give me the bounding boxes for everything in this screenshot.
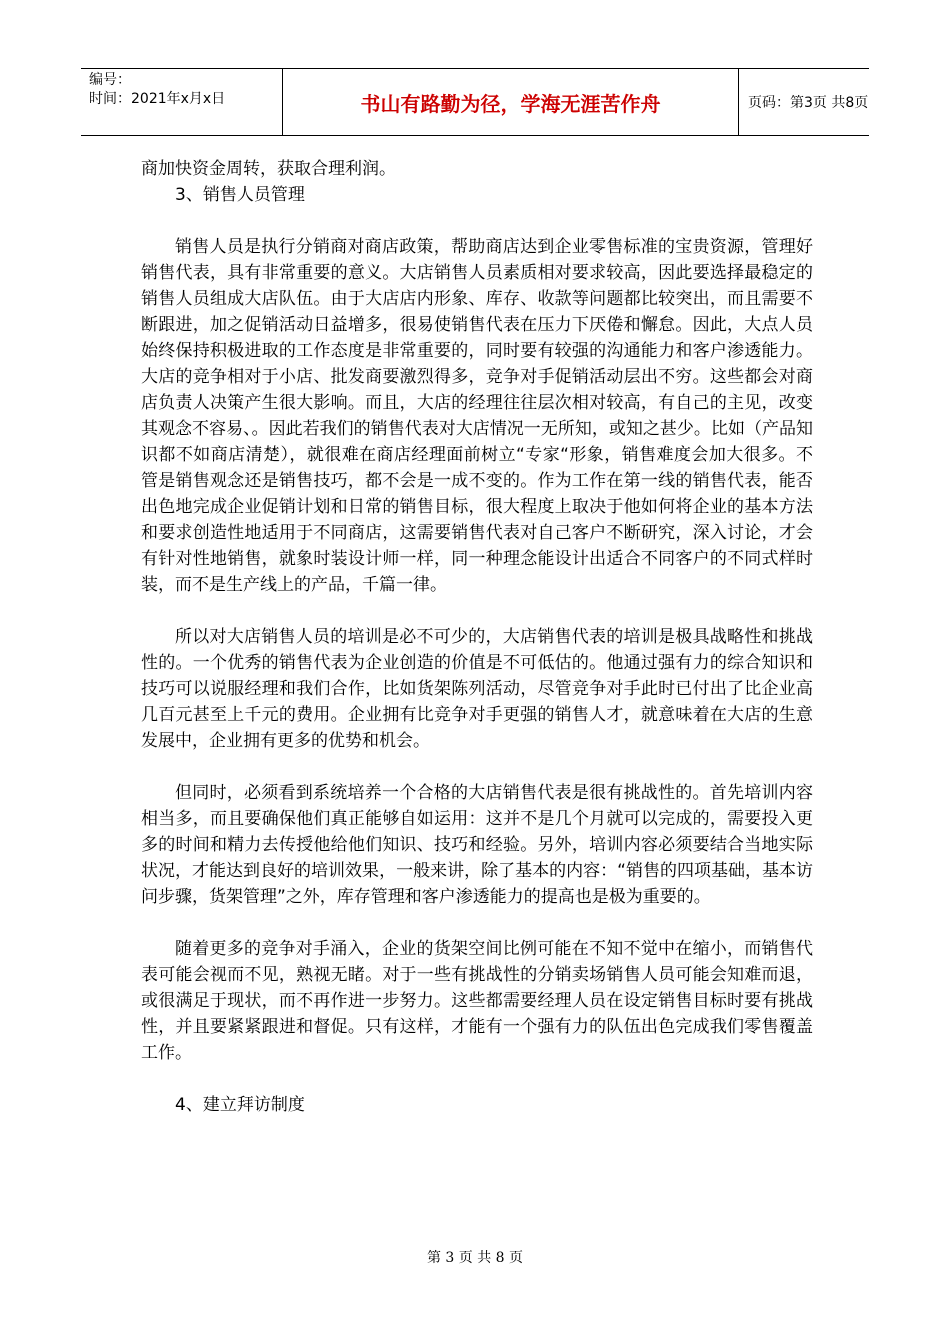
paragraph-group <box>141 234 813 1066</box>
body-paragraph: 但同时，必须看到系统培养一个合格的大店销售代表是很有挑战性的。首先培训内容相当多，而且要确保他们真正能够自如运用：这并不是几个月就可以完成的，需要投入更多的时间和精力去传授他给他们知识、技巧和经验。另外，培训内容必须要结合当地实际状况，才能达到良好的培训效果，一般来讲，除了基本的内容：“销售的四项基础，基本访问步骤，货架管理”之外，库存管理和客户渗透能力的提高也是极为重要的。 <box>141 783 813 907</box>
body-paragraph: 销售人员是执行分销商对商店政策，帮助商店达到企业零售标准的宝贵资源，管理好销售代表，具有非常重要的意义。大店销售人员素质相对要求较高，因此要选择最稳定的销售人员组成大店队伍。由于大店店内形象、库存、收款等问题都比较突出，而且需要不断跟进，加之促销活动日益增多，很易使销售代表在压力下厌倦和懈怠。因此，大点人员始终保持积极进取的工作态度是非常重要的，同时要有较强的沟通能力和客户渗透能力。大店的竞争相对于小店、批发商要激烈得多，竞争对手促销活动层出不穷。这些都会对商店负责人决策产生很大影响。而且，大店的经理往往层次相对较高，有自己的主见，改变其观念不容易、。因此若我们的销售代表对大店情况一无所知，或知之甚少。比如（产品知识都不如商店清楚），就很难在商店经理面前树立“专家“形象，销售难度会加大很多。不管是销售观念还是销售技巧，都不会是一成不变的。作为工作在第一线的销售代表，能否出色地完成企业促销计划和日常的销售目标，很大程度上取决于他如何将企业的基本方法和要求创造性地适用于不同商店，这需要销售代表对自己客户不断研究，深入讨论，才会有针对性地销售，就象时装设计师一样，同一种理念能设计出适合不同客户的不同式样时装，而不是生产线上的产品，千篇一律。 <box>141 237 813 595</box>
document-body <box>141 156 813 1118</box>
header-page-info: 页码：第3页 共8页 <box>748 95 869 111</box>
continued-paragraph: 商加快资金周转，获取合理利润。 <box>141 159 396 179</box>
page-header <box>81 68 869 136</box>
section-3-heading: 3、销售人员管理 <box>175 185 305 205</box>
body-paragraph: 所以对大店销售人员的培训是必不可少的，大店销售代表的培训是极具战略性和挑战性的。一个优秀的销售代表为企业创造的价值是不可低估的。他通过强有力的综合知识和技巧可以说服经理和我们合作，比如货架陈列活动，尽管竞争对手此时已付出了比企业高几百元甚至上千元的费用。企业拥有比竞争对手更强的销售人才，就意味着在大店的生意发展中，企业拥有更多的优势和机会。 <box>141 627 813 751</box>
document-number-label: 编号： <box>89 72 131 88</box>
section-4-heading: 4、建立拜访制度 <box>175 1095 305 1115</box>
header-motto: 书山有路勤为径，学海无涯苦作舟 <box>283 69 739 135</box>
page-footer: 第 3 页 共 8 页 <box>426 1250 524 1266</box>
body-paragraph: 随着更多的竞争对手涌入，企业的货架空间比例可能在不知不觉中在缩小，而销售代表可能会视而不见，熟视无睹。对于一些有挑战性的分销卖场销售人员可能会知难而退，或很满足于现状，而不再作进一步努力。这些都需要经理人员在设定销售目标时要有挑战性，并且要紧紧跟进和督促。只有这样，才能有一个强有力的队伍出色完成我们零售覆盖工作。 <box>141 939 813 1063</box>
document-date: 时间：2021年x月x日 <box>89 91 226 107</box>
header-meta <box>81 69 283 135</box>
